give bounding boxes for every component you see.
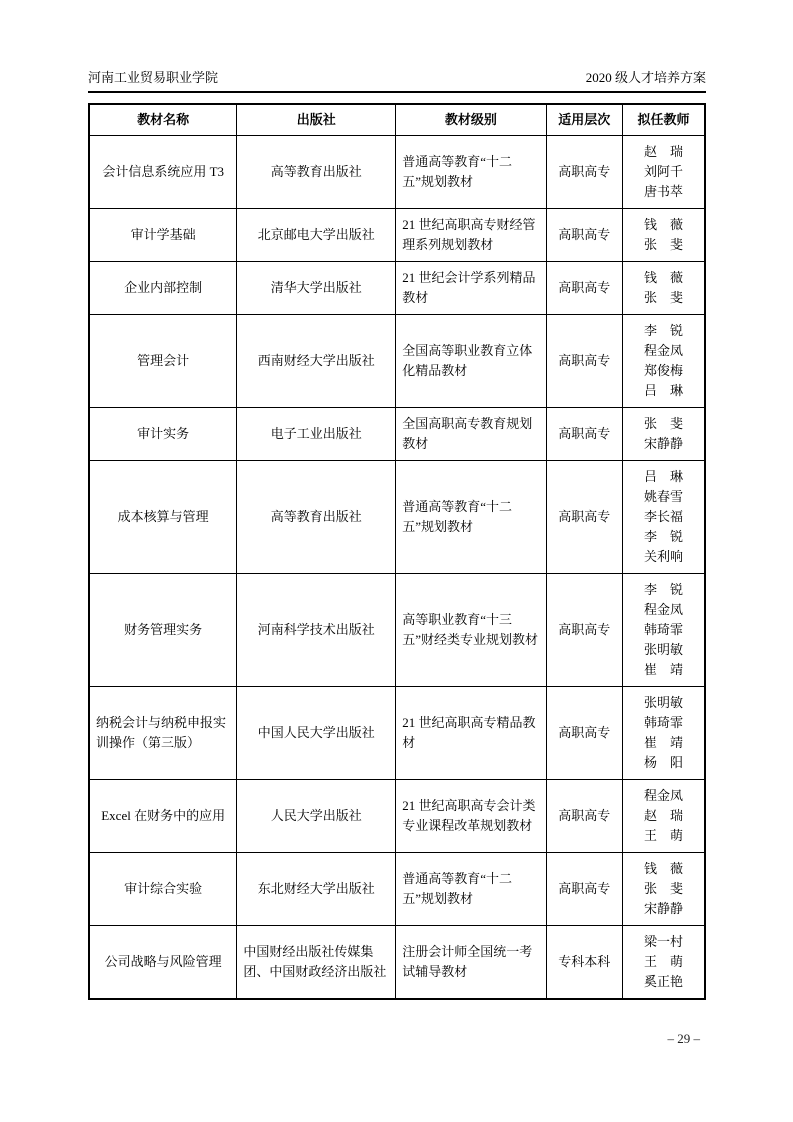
header-rule (88, 91, 706, 93)
teacher-name: 郑俊梅 (643, 363, 683, 378)
tier-cell (546, 926, 622, 1000)
level-cell (396, 461, 546, 574)
teachers-list (644, 215, 683, 255)
publisher-cell-text: 中国人民大学出版社 (257, 725, 375, 740)
teachers-cell (622, 780, 705, 853)
publisher-cell-text: 中国财经出版社传媒集团、中国财政经济出版社 (243, 944, 387, 979)
publisher-cell-text: 北京邮电大学出版社 (257, 227, 375, 242)
table-row (89, 136, 705, 209)
textbook-name-cell (89, 209, 237, 262)
textbook-name-cell (89, 461, 237, 574)
teacher-name: 王 萌 (643, 954, 683, 969)
teachers-cell (622, 209, 705, 262)
level-cell-text: 全国高等职业教育立体化精品教材 (402, 343, 533, 378)
teacher-name: 张 斐 (643, 237, 683, 252)
textbook-name-cell-text: 成本核算与管理 (117, 509, 209, 524)
tier-cell-text: 高职高专 (558, 164, 611, 179)
tier-cell (546, 408, 622, 461)
teacher-name: 吕 琳 (643, 383, 683, 398)
level-cell (396, 687, 546, 780)
tier-cell-text: 高职高专 (558, 725, 611, 740)
tier-cell (546, 262, 622, 315)
level-cell-text: 注册会计师全国统一考试辅导教材 (402, 944, 533, 979)
teacher-name: 李 锐 (643, 323, 683, 338)
level-cell-text: 21 世纪高职高专会计类专业课程改革规划教材 (402, 798, 536, 833)
teachers-cell (622, 408, 705, 461)
table-row (89, 853, 705, 926)
publisher-cell-text: 西南财经大学出版社 (257, 353, 375, 368)
level-cell (396, 209, 546, 262)
publisher-cell-text: 电子工业出版社 (270, 426, 362, 441)
publisher-cell (237, 209, 396, 262)
column-header: 出版社 (237, 104, 396, 136)
teacher-name: 张明敏 (643, 642, 683, 657)
teacher-name: 李 锐 (643, 529, 683, 544)
level-cell (396, 136, 546, 209)
textbook-name-cell-text: 审计综合实验 (124, 881, 203, 896)
teacher-name: 韩琦霏 (643, 622, 683, 637)
tier-cell-text: 高职高专 (558, 280, 611, 295)
textbook-name-cell-text: 会计信息系统应用 T3 (102, 164, 225, 179)
textbook-name-cell (89, 926, 237, 1000)
tier-cell-text: 高职高专 (558, 881, 611, 896)
table-row (89, 209, 705, 262)
teacher-name: 崔 靖 (643, 735, 683, 750)
column-header: 教材级别 (396, 104, 546, 136)
teacher-name: 宋静静 (643, 901, 683, 916)
teachers-cell (622, 853, 705, 926)
header-plan-title: 2020 级人才培养方案 (585, 70, 706, 85)
teacher-name: 崔 靖 (643, 662, 683, 677)
teacher-name: 韩琦霏 (643, 715, 683, 730)
teachers-list (644, 467, 683, 567)
tier-cell-text: 高职高专 (558, 622, 611, 637)
publisher-cell-text: 高等教育出版社 (270, 164, 362, 179)
teachers-list (644, 321, 683, 401)
textbook-name-cell-text: 财务管理实务 (124, 622, 203, 637)
table-row (89, 461, 705, 574)
teachers-cell (622, 574, 705, 687)
publisher-cell-text: 河南科学技术出版社 (257, 622, 375, 637)
teacher-name: 张 斐 (643, 416, 683, 431)
column-header: 适用层次 (546, 104, 622, 136)
teacher-name: 钱 薇 (643, 270, 683, 285)
tier-cell-text: 高职高专 (558, 353, 611, 368)
teachers-list (644, 693, 683, 773)
tier-cell-text: 高职高专 (558, 227, 611, 242)
publisher-cell (237, 926, 396, 1000)
table-header-row (89, 104, 705, 136)
teacher-name: 钱 薇 (643, 861, 683, 876)
level-cell (396, 574, 546, 687)
teachers-list (644, 580, 683, 680)
teachers-list (644, 414, 683, 454)
level-cell (396, 780, 546, 853)
textbook-name-cell-text: 审计实务 (137, 426, 190, 441)
textbook-name-cell-text: 管理会计 (137, 353, 190, 368)
teachers-cell (622, 461, 705, 574)
teacher-name: 赵 瑞 (643, 808, 683, 823)
level-cell-text: 21 世纪高职高专财经管理系列规划教材 (402, 217, 536, 252)
teacher-name: 程金凤 (643, 788, 683, 803)
teachers-cell (622, 136, 705, 209)
teacher-name: 钱 薇 (643, 217, 683, 232)
table-row (89, 687, 705, 780)
tier-cell (546, 315, 622, 408)
textbook-name-cell (89, 262, 237, 315)
teacher-name: 李 锐 (643, 582, 683, 597)
publisher-cell (237, 461, 396, 574)
level-cell (396, 315, 546, 408)
publisher-cell (237, 315, 396, 408)
teacher-name: 张 斐 (643, 290, 683, 305)
teachers-cell (622, 926, 705, 1000)
teacher-name: 李长福 (643, 509, 683, 524)
table-row (89, 574, 705, 687)
level-cell (396, 853, 546, 926)
textbook-name-cell-text: 企业内部控制 (124, 280, 203, 295)
column-header: 拟任教师 (622, 104, 705, 136)
table-body (89, 136, 705, 1000)
publisher-cell (237, 262, 396, 315)
publisher-cell-text: 东北财经大学出版社 (257, 881, 375, 896)
textbook-name-cell (89, 315, 237, 408)
tier-cell (546, 461, 622, 574)
level-cell-text: 全国高职高专教育规划教材 (402, 416, 533, 451)
teacher-name: 张明敏 (643, 695, 683, 710)
table-row (89, 262, 705, 315)
page-header (88, 70, 706, 86)
table-row (89, 780, 705, 853)
teacher-name: 唐书萃 (643, 184, 683, 199)
level-cell-text: 21 世纪高职高专精品教材 (402, 715, 536, 750)
teacher-name: 奚正艳 (643, 974, 683, 989)
teacher-name: 杨 阳 (643, 755, 683, 770)
publisher-cell (237, 136, 396, 209)
page-footer (668, 1031, 701, 1047)
publisher-cell (237, 780, 396, 853)
page-number: – 29 – (667, 1031, 700, 1046)
textbook-name-cell-text: Excel 在财务中的应用 (101, 808, 226, 823)
teachers-list (644, 932, 683, 992)
textbook-name-cell-text: 纳税会计与纳税申报实训操作（第三版） (96, 715, 227, 750)
table-row (89, 408, 705, 461)
textbook-name-cell (89, 687, 237, 780)
teacher-name: 程金凤 (643, 343, 683, 358)
tier-cell (546, 136, 622, 209)
level-cell (396, 262, 546, 315)
teachers-cell (622, 262, 705, 315)
teachers-list (644, 142, 683, 202)
tier-cell-text: 高职高专 (558, 426, 611, 441)
teachers-list (644, 859, 683, 919)
tier-cell (546, 687, 622, 780)
teacher-name: 梁一村 (643, 934, 683, 949)
level-cell-text: 普通高等教育“十二五”规划教材 (402, 499, 513, 534)
tier-cell (546, 209, 622, 262)
header-school-name: 河南工业贸易职业学院 (88, 70, 219, 85)
teacher-name: 程金凤 (643, 602, 683, 617)
tier-cell-text: 高职高专 (558, 808, 611, 823)
teacher-name: 关利响 (643, 549, 683, 564)
teacher-name: 宋静静 (643, 436, 683, 451)
publisher-cell (237, 574, 396, 687)
tier-cell (546, 780, 622, 853)
textbook-name-cell-text: 公司战略与风险管理 (104, 954, 222, 969)
teachers-cell (622, 687, 705, 780)
publisher-cell (237, 687, 396, 780)
table-row (89, 926, 705, 1000)
teacher-name: 吕 琳 (643, 469, 683, 484)
table-row (89, 315, 705, 408)
tier-cell (546, 574, 622, 687)
tier-cell (546, 853, 622, 926)
textbook-name-cell (89, 853, 237, 926)
column-header: 教材名称 (89, 104, 237, 136)
teacher-name: 赵 瑞 (643, 144, 683, 159)
level-cell-text: 21 世纪会计学系列精品教材 (402, 270, 536, 305)
publisher-cell (237, 408, 396, 461)
textbook-name-cell (89, 574, 237, 687)
teachers-list (644, 786, 683, 846)
teacher-name: 张 斐 (643, 881, 683, 896)
publisher-cell-text: 清华大学出版社 (270, 280, 362, 295)
teacher-name: 刘阿千 (643, 164, 683, 179)
tier-cell-text: 专科本科 (558, 954, 611, 969)
level-cell-text: 普通高等教育“十二五”规划教材 (402, 871, 513, 906)
teacher-name: 王 萌 (643, 828, 683, 843)
level-cell (396, 408, 546, 461)
publisher-cell (237, 853, 396, 926)
publisher-cell-text: 高等教育出版社 (270, 509, 362, 524)
level-cell-text: 高等职业教育“十三五”财经类专业规划教材 (402, 612, 539, 647)
teacher-name: 姚春雪 (643, 489, 683, 504)
textbook-name-cell (89, 408, 237, 461)
textbook-name-cell-text: 审计学基础 (130, 227, 196, 242)
textbook-name-cell (89, 136, 237, 209)
tier-cell-text: 高职高专 (558, 509, 611, 524)
publisher-cell-text: 人民大学出版社 (270, 808, 362, 823)
teachers-list (644, 268, 683, 308)
level-cell (396, 926, 546, 1000)
textbook-table (88, 103, 706, 1000)
teachers-cell (622, 315, 705, 408)
level-cell-text: 普通高等教育“十二五”规划教材 (402, 154, 513, 189)
textbook-name-cell (89, 780, 237, 853)
